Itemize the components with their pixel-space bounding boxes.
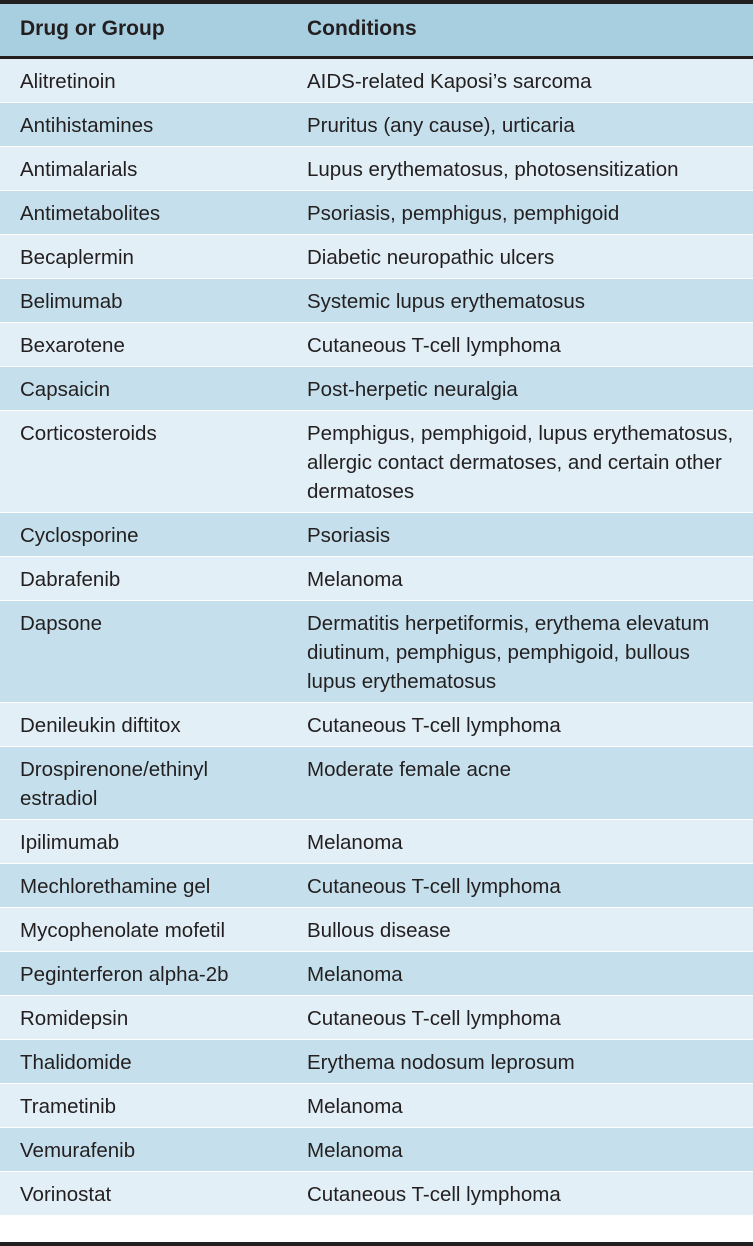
cell-conditions: Melanoma — [288, 1128, 753, 1172]
table-row — [0, 820, 753, 864]
cell-drug: Vorinostat — [0, 1172, 288, 1216]
table-row — [0, 323, 753, 367]
cell-drug: Thalidomide — [0, 1040, 288, 1084]
cell-conditions: AIDS-related Kaposi’s sarcoma — [288, 58, 753, 103]
table-row — [0, 147, 753, 191]
cell-conditions: Dermatitis herpetiformis, erythema elevatum diutinum, pemphigus, pemphigoid, bullous lupus erythematosus — [288, 601, 753, 703]
cell-conditions: Cutaneous T-cell lymphoma — [288, 703, 753, 747]
table-row — [0, 1084, 753, 1128]
drug-conditions-table — [0, 4, 753, 1216]
cell-conditions: Pemphigus, pemphigoid, lupus erythematosus, allergic contact dermatoses, and certain other dermatoses — [288, 411, 753, 513]
cell-drug: Dapsone — [0, 601, 288, 703]
cell-drug: Trametinib — [0, 1084, 288, 1128]
cell-drug: Capsaicin — [0, 367, 288, 411]
table-row — [0, 996, 753, 1040]
cell-drug: Belimumab — [0, 279, 288, 323]
table-row — [0, 1128, 753, 1172]
cell-drug: Antimetabolites — [0, 191, 288, 235]
cell-conditions: Melanoma — [288, 1084, 753, 1128]
table-header — [0, 4, 753, 58]
cell-conditions: Psoriasis, pemphigus, pemphigoid — [288, 191, 753, 235]
cell-drug: Mechlorethamine gel — [0, 864, 288, 908]
header-conditions: Conditions — [288, 4, 753, 58]
table-row — [0, 952, 753, 996]
table-row — [0, 235, 753, 279]
cell-drug: Cyclosporine — [0, 513, 288, 557]
table-row — [0, 864, 753, 908]
table-body — [0, 58, 753, 1216]
cell-drug: Antihistamines — [0, 103, 288, 147]
table-row — [0, 103, 753, 147]
cell-conditions: Diabetic neuropathic ulcers — [288, 235, 753, 279]
cell-conditions: Moderate female acne — [288, 747, 753, 820]
table-row — [0, 513, 753, 557]
header-drug-or-group: Drug or Group — [0, 4, 288, 58]
cell-conditions: Systemic lupus erythematosus — [288, 279, 753, 323]
cell-conditions: Lupus erythematosus, photosensitization — [288, 147, 753, 191]
cell-conditions: Psoriasis — [288, 513, 753, 557]
cell-conditions: Cutaneous T-cell lymphoma — [288, 1172, 753, 1216]
table-row — [0, 58, 753, 103]
cell-drug: Romidepsin — [0, 996, 288, 1040]
table-row — [0, 601, 753, 703]
cell-conditions: Melanoma — [288, 952, 753, 996]
cell-drug: Mycophenolate mofetil — [0, 908, 288, 952]
table-row — [0, 1172, 753, 1216]
cell-drug: Corticosteroids — [0, 411, 288, 513]
table-row — [0, 191, 753, 235]
cell-drug: Vemurafenib — [0, 1128, 288, 1172]
cell-drug: Becaplermin — [0, 235, 288, 279]
cell-drug: Dabrafenib — [0, 557, 288, 601]
cell-conditions: Pruritus (any cause), urticaria — [288, 103, 753, 147]
cell-conditions: Cutaneous T-cell lymphoma — [288, 323, 753, 367]
cell-conditions: Bullous disease — [288, 908, 753, 952]
cell-drug: Bexarotene — [0, 323, 288, 367]
cell-conditions: Post-herpetic neuralgia — [288, 367, 753, 411]
cell-drug: Drospirenone/ethinyl estradiol — [0, 747, 288, 820]
table-row — [0, 1040, 753, 1084]
cell-drug: Denileukin diftitox — [0, 703, 288, 747]
table-row — [0, 279, 753, 323]
cell-drug: Peginterferon alpha-2b — [0, 952, 288, 996]
table-row — [0, 557, 753, 601]
cell-drug: Antimalarials — [0, 147, 288, 191]
cell-conditions: Erythema nodosum leprosum — [288, 1040, 753, 1084]
table-row — [0, 411, 753, 513]
cell-drug: Alitretinoin — [0, 58, 288, 103]
header-row — [0, 4, 753, 58]
table-row — [0, 703, 753, 747]
cell-conditions: Cutaneous T-cell lymphoma — [288, 996, 753, 1040]
table-row — [0, 747, 753, 820]
cell-conditions: Melanoma — [288, 820, 753, 864]
table-row — [0, 367, 753, 411]
cell-conditions: Melanoma — [288, 557, 753, 601]
cell-conditions: Cutaneous T-cell lymphoma — [288, 864, 753, 908]
table-row — [0, 908, 753, 952]
cell-drug: Ipilimumab — [0, 820, 288, 864]
